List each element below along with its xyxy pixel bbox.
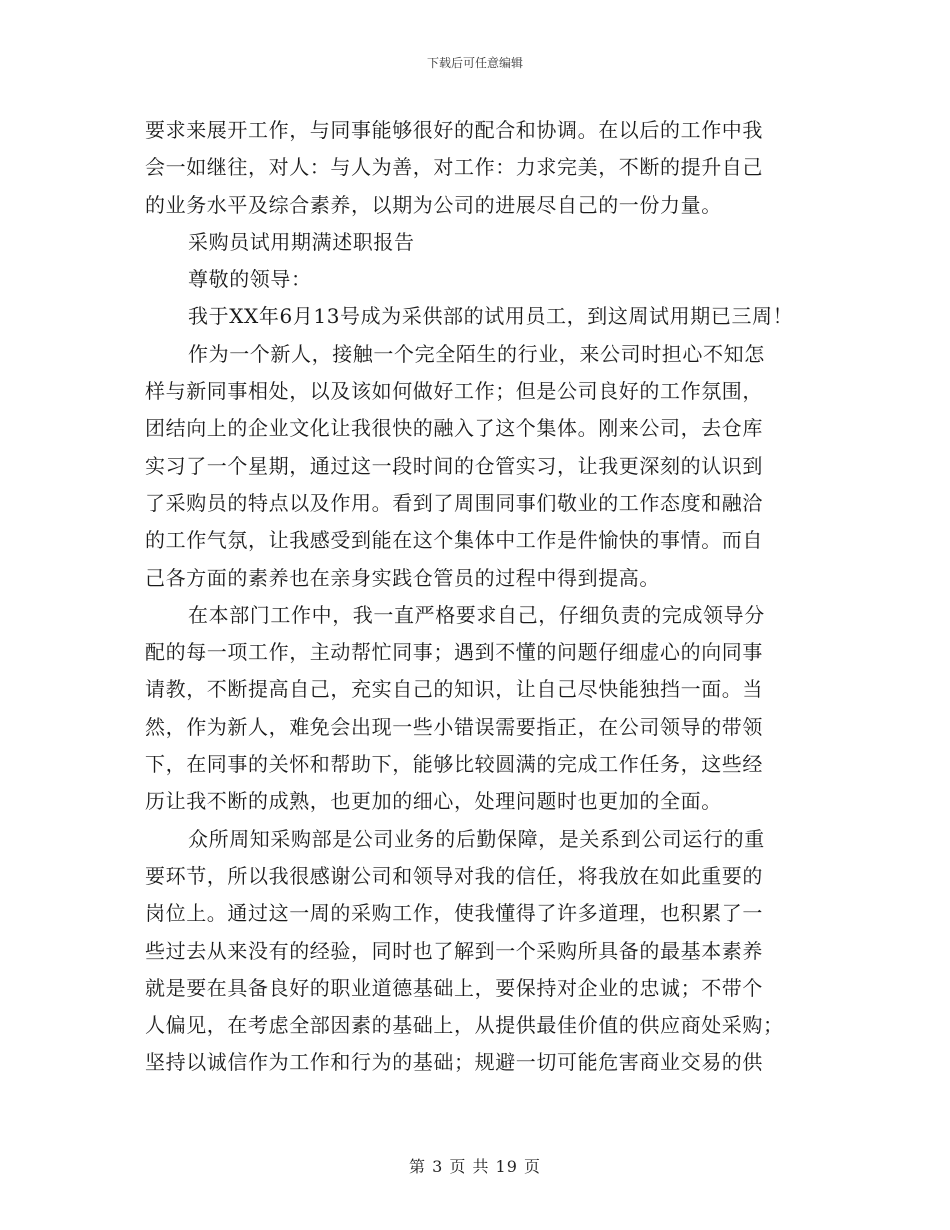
text-line: 要环节，所以我很感谢公司和领导对我的信任，将我放在如此重要的 — [145, 863, 763, 888]
text-line: 在本部门工作中，我一直严格要求自己，仔细负责的完成领导分 — [188, 602, 765, 627]
text-line: 我于XX年6月13号成为采供部的试用员工，到这周试用期已三周！ — [188, 304, 794, 329]
text-line: 团结向上的企业文化让我很快的融入了这个集体。刚来公司，去仓库 — [145, 416, 763, 441]
report-title: 采购员试用期满述职报告 — [188, 229, 415, 254]
text-line: 样与新同事相处，以及该如何做好工作；但是公司良好的工作氛围， — [145, 379, 763, 404]
text-line: 己各方面的素养也在亲身实践仓管员的过程中得到提高。 — [145, 565, 660, 590]
document-body — [145, 112, 815, 1082]
text-line: 的业务水平及综合素养，以期为公司的进展尽自己的一份力量。 — [145, 192, 722, 217]
salutation: 尊敬的领导： — [188, 267, 312, 292]
text-line: 众所周知采购部是公司业务的后勤保障，是关系到公司运行的重 — [188, 826, 765, 851]
text-line: 人偏见，在考虑全部因素的基础上，从提供最佳价值的供应商处采购； — [145, 1013, 784, 1038]
text-line: 实习了一个星期，通过这一段时间的仓管实习，让我更深刻的认识到 — [145, 453, 763, 478]
text-line: 要求来展开工作，与同事能够很好的配合和协调。在以后的工作中我 — [145, 118, 763, 142]
text-line: 些过去从来没有的经验，同时也了解到一个采购所具备的最基本素养 — [145, 938, 763, 963]
text-line: 下，在同事的关怀和帮助下，能够比较圆满的完成工作任务，这些经 — [145, 752, 763, 777]
text-line: 会一如继往，对人：与人为善，对工作：力求完美，不断的提升自己 — [145, 155, 763, 180]
page-header: 下载后可任意编辑 — [426, 56, 523, 70]
text-line: 的工作气氛，让我感受到能在这个集体中工作是件愉快的事情。而自 — [145, 528, 763, 553]
text-line: 就是要在具备良好的职业道德基础上，要保持对企业的忠诚；不带个 — [145, 975, 763, 1000]
text-line: 岗位上。通过这一周的采购工作，使我懂得了许多道理，也积累了一 — [145, 901, 763, 926]
text-line: 配的每一项工作，主动帮忙同事；遇到不懂的问题仔细虚心的向同事 — [145, 640, 763, 665]
text-line: 作为一个新人，接触一个完全陌生的行业，来公司时担心不知怎 — [188, 341, 765, 366]
text-line: 了采购员的特点以及作用。看到了周围同事们敬业的工作态度和融洽 — [145, 490, 763, 515]
page-number-footer: 第 3 页 共 19 页 — [409, 1157, 541, 1176]
text-line: 坚持以诚信作为工作和行为的基础；规避一切可能危害商业交易的供 — [145, 1050, 763, 1075]
text-line: 然，作为新人，难免会出现一些小错误需要指正，在公司领导的带领 — [145, 714, 763, 739]
text-line: 历让我不断的成熟，也更加的细心，处理问题时也更加的全面。 — [145, 789, 722, 814]
text-line: 请教，不断提高自己，充实自己的知识，让自己尽快能独挡一面。当 — [145, 677, 763, 702]
